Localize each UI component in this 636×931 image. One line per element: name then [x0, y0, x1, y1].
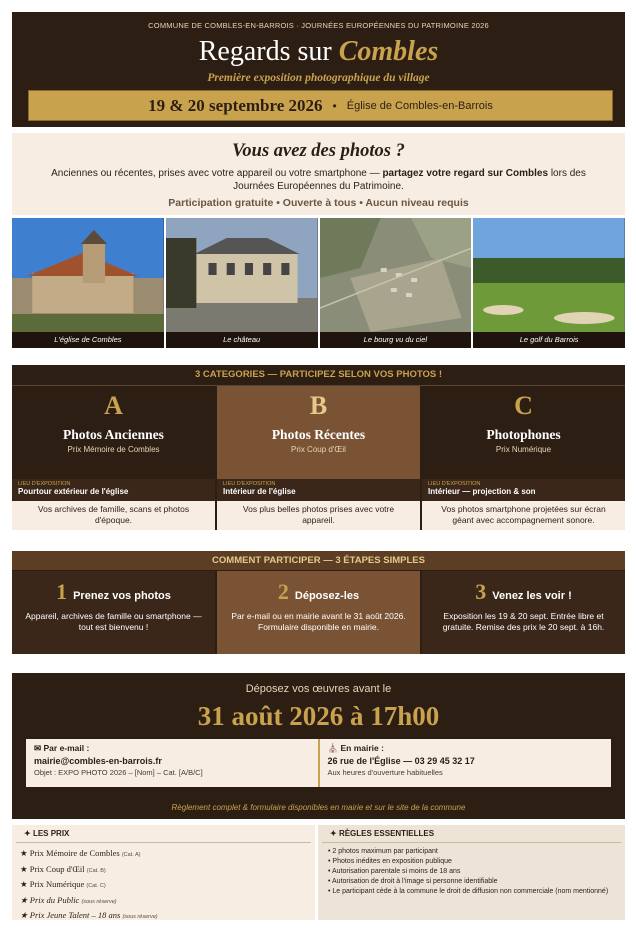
rule-text: Photos inédites en exposition publique: [332, 858, 452, 865]
event-dates: 19 & 20 septembre 2026: [148, 95, 323, 115]
envelope-icon: ✉: [34, 743, 42, 753]
photo-caption: L'église de Combles: [12, 332, 164, 348]
category-a: [12, 386, 215, 530]
prize-name: Prix Jeune Talent – 18 ans: [29, 910, 121, 920]
star-icon: ★: [20, 879, 28, 889]
category-name: Photos Récentes: [271, 427, 366, 442]
step-number: 1: [56, 579, 68, 604]
prize-item: [20, 894, 315, 910]
category-letter: C: [514, 391, 533, 420]
page-subtitle: Première exposition photographique du village: [207, 72, 430, 84]
category-b: [217, 386, 420, 530]
prize-name: Prix Mémoire de Combles: [29, 848, 120, 858]
category-name: Photos Anciennes: [63, 427, 164, 442]
prize-item: [20, 863, 315, 879]
deadline: 31 août 2026 à 17h00: [197, 701, 440, 731]
prize-item: [20, 909, 315, 925]
rule-item: • Autorisation parentale si moins de 18 ans: [328, 868, 461, 875]
category-c: [422, 386, 625, 530]
category-top: [422, 386, 625, 479]
category-lieu: [422, 479, 625, 501]
rule-text: Autorisation parentale si moins de 18 ans: [332, 868, 461, 875]
prize-cat: (Cat. B): [86, 867, 106, 874]
category-prize: Prix Numérique: [495, 445, 552, 454]
categories-section: [12, 365, 625, 530]
photo-golf: [473, 218, 625, 348]
lieu-label: LIEU D'EXPOSITION: [18, 481, 71, 487]
step-1: [12, 571, 215, 654]
category-name: Photophones: [486, 427, 561, 442]
step-number: 3: [475, 579, 487, 604]
step-title: Venez les voir !: [492, 590, 572, 602]
photo-church: [12, 218, 164, 348]
lieu-value: Pourtour extérieur de l'église: [18, 487, 129, 496]
category-letter: B: [309, 391, 328, 420]
lieu-label: LIEU D'EXPOSITION: [428, 481, 481, 487]
title-highlight: Combles: [338, 36, 439, 67]
mairie-address: 26 rue de l'Église — 03 29 45 32 17: [327, 756, 475, 766]
star-icon: ★: [20, 894, 28, 905]
prize-cat: (Cat. A): [121, 852, 141, 858]
deposit-section: [12, 673, 625, 819]
star-icon: ★: [20, 910, 28, 920]
category-top: [12, 386, 215, 479]
category-prize: Prix Coup d'Œil: [291, 445, 346, 454]
steps-section: [12, 551, 625, 654]
mairie-hours: Aux heures d'ouverture habituelles: [327, 768, 443, 777]
star-icon: ★: [20, 863, 28, 874]
lieu-label: LIEU D'EXPOSITION: [223, 481, 276, 487]
category-lieu: [217, 479, 420, 501]
photo-caption: Le château: [166, 332, 318, 348]
step-number: 2: [277, 579, 289, 604]
town-hall-icon: ⛪: [327, 743, 339, 753]
email-label: Par e-mail :: [43, 743, 90, 753]
step-3: [422, 571, 625, 654]
header-topline: COMMUNE DE COMBLES-EN-BARROIS · JOURNÉES EUROPÉENNES DU PATRIMOINE 2026: [148, 21, 489, 30]
prizes-list: [12, 847, 315, 925]
prize-cat: (sous réserve): [81, 898, 117, 905]
contact-mairie: [318, 739, 612, 787]
rules-header: [322, 825, 621, 843]
intro-text: [32, 167, 605, 193]
category-lieu: [12, 479, 215, 501]
contact-email: [26, 739, 318, 787]
golf-photo-icon: [473, 218, 625, 332]
step-head: [12, 579, 215, 605]
mairie-label: En mairie :: [340, 743, 384, 753]
category-desc: Vos archives de famille, scans et photos d'époque.: [12, 501, 215, 530]
rules-list: [318, 847, 625, 897]
prize-name: Prix du Public: [29, 894, 80, 905]
rule-item: • Autorisation de droit à l'image si personne identifiable: [328, 878, 498, 885]
step-title: Déposez-les: [294, 590, 360, 602]
church-photo-icon: [12, 218, 164, 332]
prize-name: Prix Coup d'Œil: [29, 863, 85, 874]
rule-item: • Photos inédites en exposition publique: [328, 858, 452, 865]
category-top: [217, 386, 420, 479]
lieu-value: Intérieur de l'église: [223, 487, 296, 496]
prizes-header: [16, 825, 311, 843]
star-icon: ✦: [330, 829, 337, 838]
step-head: [422, 579, 625, 605]
step-body: Appareil, archives de famille ou smartphone — tout est bienvenu !: [25, 611, 202, 632]
email-subject: Objet : EXPO PHOTO 2026 – [Nom] – Cat. [A/B/C]: [34, 768, 203, 777]
categories-header: 3 CATEGORIES — PARTICIPEZ SELON VOS PHOTOS !: [12, 365, 625, 386]
prize-cat: (sous réserve): [122, 914, 158, 920]
prize-cat: (Cat. C): [86, 883, 106, 889]
deposit-note: Règlement complet & formulaire disponibles en mairie et sur le site de la commune: [171, 803, 466, 812]
photo-aerial: [320, 218, 472, 348]
email-label-row: [34, 743, 310, 754]
event-place: Église de Combles-en-Barrois: [346, 99, 493, 112]
photo-caption: Le bourg vu du ciel: [320, 332, 472, 348]
category-desc: Vos photos smartphone projetées sur écran géant avec accompagnement sonore.: [422, 501, 625, 530]
prize-item: [20, 847, 315, 863]
star-icon: ✦: [24, 829, 31, 838]
date-separator: •: [332, 98, 337, 113]
intro-text-tail: lors des Journées Européennes du Patrimoine.: [233, 168, 586, 192]
category-prize: Prix Mémoire de Combles: [67, 445, 160, 454]
title-prefix: Regards sur: [198, 36, 332, 67]
email-address[interactable]: mairie@combles-en-barrois.fr: [34, 756, 162, 766]
category-desc: Vos plus belles photos prises avec votre appareil.: [217, 501, 420, 530]
step-body: Par e-mail ou en mairie avant le 31 août 2026. Formulaire disponible en mairie.: [231, 611, 406, 632]
rule-text: Autorisation de droit à l'image si personne identifiable: [332, 878, 498, 885]
rule-text: 2 photos maximum par participant: [332, 848, 438, 855]
intro-tags: Participation gratuite • Ouverte à tous • Aucun niveau requis: [168, 197, 469, 209]
photo-strip: [12, 218, 625, 348]
rule-item: • 2 photos maximum par participant: [328, 848, 438, 855]
step-body: Exposition les 19 & 20 sept. Entrée libre et gratuite. Remise des prix le 20 sept. à 16h.: [442, 611, 605, 632]
prize-item: [20, 878, 315, 894]
prize-name: Prix Numérique: [29, 879, 85, 889]
rules-title: RÈGLES ESSENTIELLES: [338, 829, 435, 838]
rule-text: Le participant cède à la commune le droit de diffusion non commerciale (nom mentionné): [332, 888, 609, 895]
prizes-title: LES PRIX: [32, 829, 70, 838]
date-bar: [28, 90, 613, 121]
step-2: [217, 571, 420, 654]
photo-castle: [166, 218, 318, 348]
contact-box: [26, 739, 611, 787]
step-head: [217, 579, 420, 605]
intro-section: [12, 133, 625, 215]
intro-question: Vous avez des photos ?: [232, 141, 405, 161]
step-title: Prenez vos photos: [73, 590, 171, 602]
aerial-photo-icon: [320, 218, 472, 332]
castle-photo-icon: [166, 218, 318, 332]
intro-text-bold: partagez votre regard sur Combles: [382, 168, 549, 179]
photo-caption: Le golf du Barrois: [473, 332, 625, 348]
star-icon: ★: [20, 848, 28, 858]
rules-box: [318, 825, 625, 920]
mairie-label-row: [328, 743, 604, 754]
prizes-box: [12, 825, 315, 920]
rule-item: • Le participant cède à la commune le droit de diffusion non commerciale (nom mentionné): [328, 888, 609, 895]
steps-header: COMMENT PARTICIPER — 3 ÉTAPES SIMPLES: [12, 551, 625, 570]
intro-text-plain: Anciennes ou récentes, prises avec votre appareil ou votre smartphone —: [51, 168, 383, 179]
category-letter: A: [104, 391, 123, 420]
page-title: [12, 36, 625, 68]
lieu-value: Intérieur — projection & son: [428, 487, 536, 496]
poster-header: [12, 12, 625, 127]
deposit-lead: Déposez vos œuvres avant le: [245, 683, 392, 695]
